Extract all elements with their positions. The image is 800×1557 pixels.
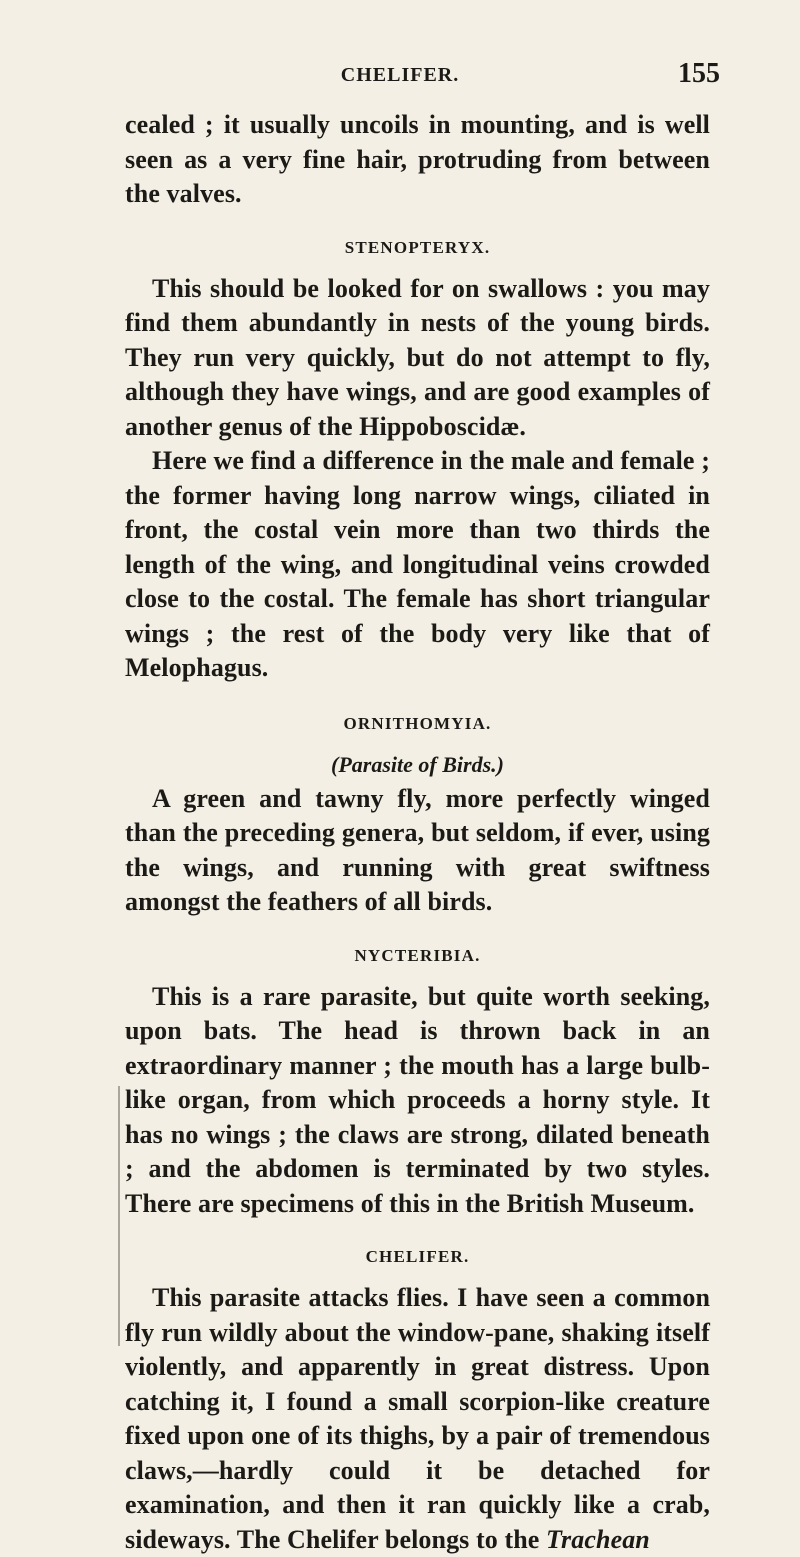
spacer (125, 1221, 710, 1231)
running-title: CHELIFER. (340, 64, 460, 86)
paragraph-text: This parasite attacks flies. I have seen a common fly run wildly about the window-pane, shaking itself violently, and apparently in great distress. Upon catching it, I found a small scorpion-like creature fixed upon one of its thighs, by a pair of tremendous claws,—hardly could it be detached for examination, and then it ran quickly like a crab, sideways. The Chelifer belongs to the (125, 1283, 710, 1554)
paragraph: This should be looked for on swallows : you may find them abundantly in nests of the young birds. They run very quickly, but do not attempt to fly, although they have wings, and are good examples of another genus of the Hippoboscidæ. (125, 273, 710, 441)
italic-word: Trachean (546, 1524, 650, 1554)
spacer (125, 212, 710, 222)
section-heading-stenopteryx: STENOPTERYX. (344, 237, 491, 257)
paragraph: A green and tawny fly, more perfectly winged than the preceding genera, but seldom, if ever, using the wings, and running with great swiftness amongst the feathers of all birds. (125, 783, 710, 916)
intro-paragraph: cealed ; it usually uncoils in mounting, and is well seen as a very fine hair, protruding from between the valves. (125, 110, 710, 208)
section-heading-nycteribia: NYCTERIBIA. (354, 945, 481, 965)
margin-rule (118, 1086, 120, 1346)
spacer (125, 686, 710, 698)
section-heading-chelifer: CHELIFER. (365, 1247, 470, 1266)
section-heading-ornithomyia: ORNITHOMYIA. (343, 713, 492, 733)
paragraph (125, 1281, 710, 1557)
section-subtitle: (Parasite of Birds.) (331, 751, 504, 777)
page-header (0, 58, 800, 98)
spacer (125, 920, 710, 930)
page-number: 155 (678, 58, 720, 89)
body-text (125, 108, 710, 1557)
paragraph: Here we find a difference in the male and female ; the former having long narrow wings, ciliated in front, the costal vein more than two thirds the length of the wing, and longitudinal veins crowded close to the costal. The female has short triangular wings ; the rest of the body very like that of Melophagus. (125, 446, 710, 682)
paragraph: This is a rare parasite, but quite worth seeking, upon bats. The head is thrown back in an extraordinary manner ; the mouth has a large bulb-like organ, from which proceeds a horny style. It has no wings ; the claws are strong, dilated beneath ; and the abdomen is terminated by two styles. There are specimens of this in the British Museum. (125, 981, 710, 1218)
